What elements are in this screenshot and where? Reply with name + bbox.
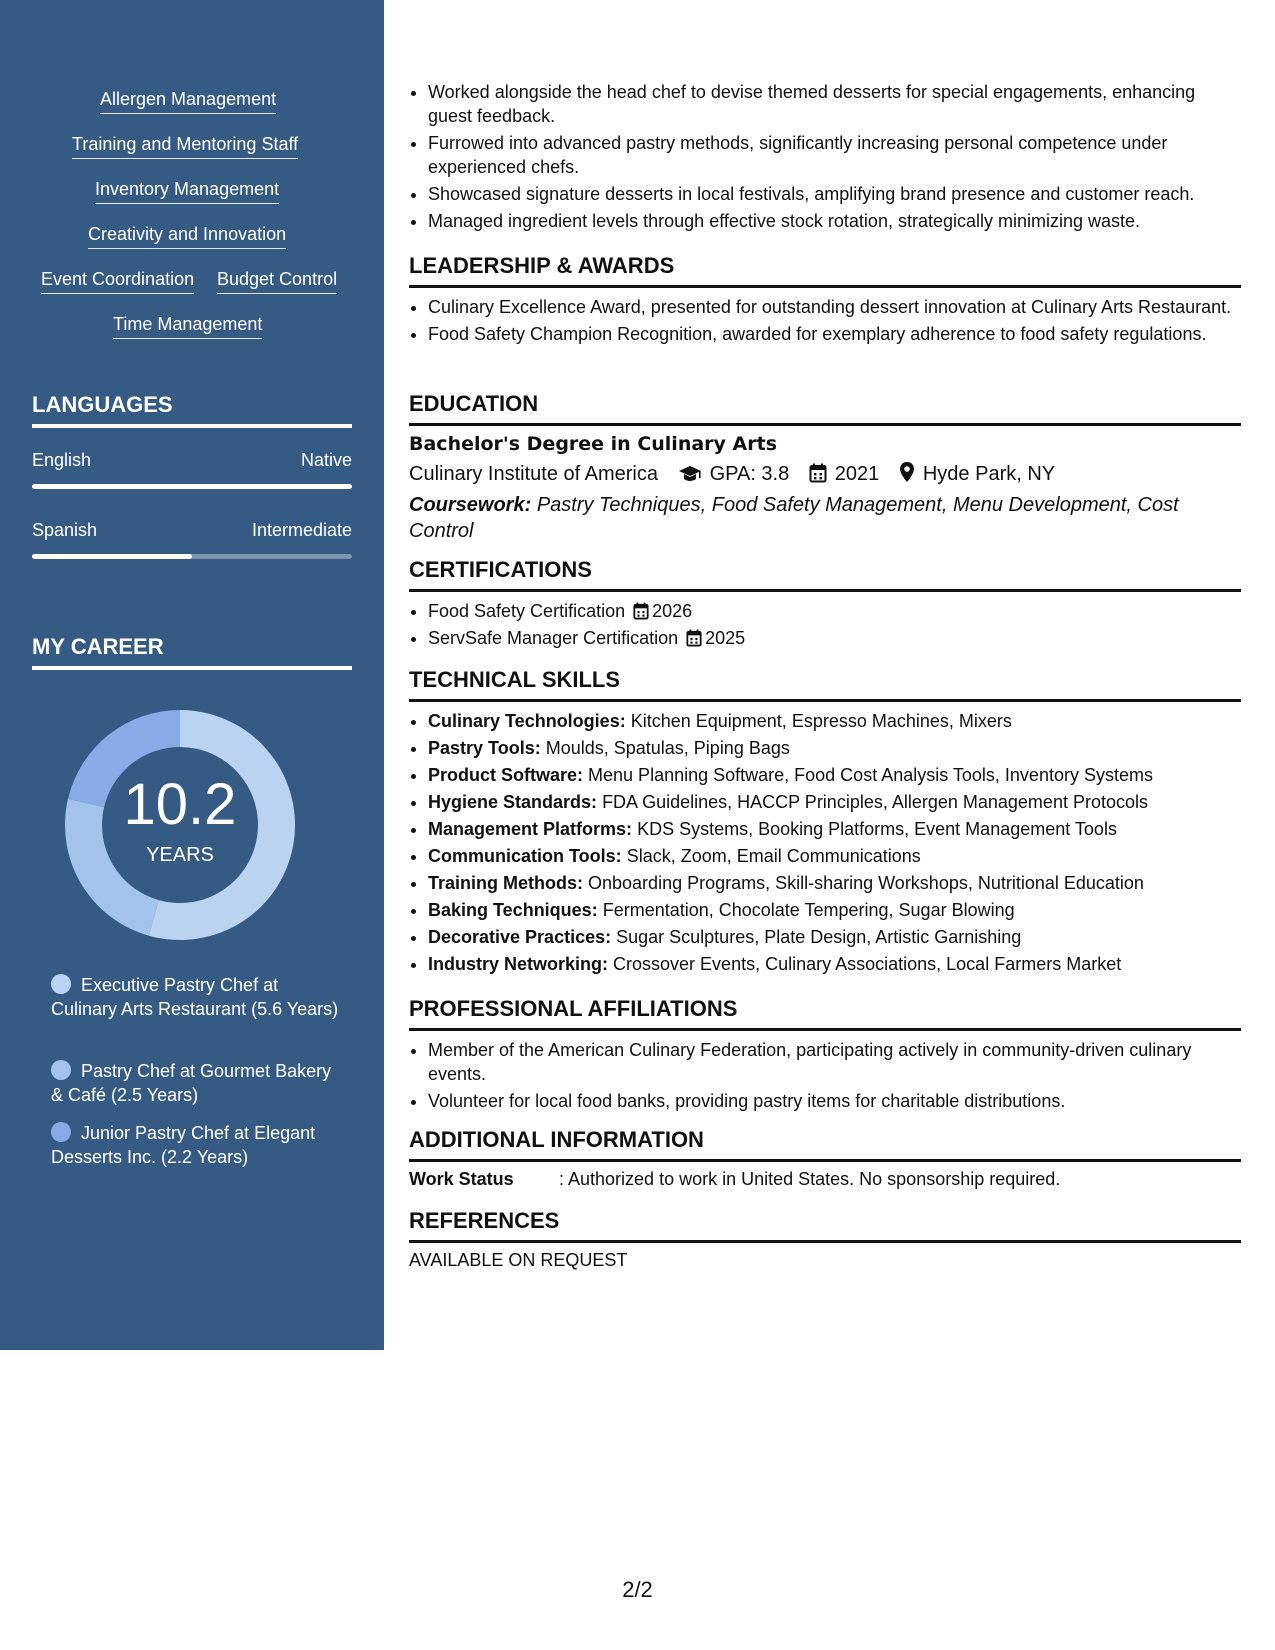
skill-values: KDS Systems, Booking Platforms, Event Management Tools xyxy=(637,819,1117,839)
coursework-list: Pastry Techniques, Food Safety Management, Menu Development, Cost Control xyxy=(409,494,1179,542)
technical-skill-item xyxy=(428,709,1241,733)
school-location: Hyde Park, NY xyxy=(922,463,1056,485)
skill-tag: Allergen Management xyxy=(100,89,276,114)
skill-tag: Inventory Management xyxy=(95,179,279,204)
career-item-text: Pastry Chef at Gourmet Bakery & Café (2.5 Years) xyxy=(51,1061,332,1105)
skill-values: FDA Guidelines, HACCP Principles, Allergen Management Protocols xyxy=(602,792,1148,812)
skill-values: Sugar Sculptures, Plate Design, Artistic Garnishing xyxy=(616,927,1022,947)
graduation-cap-icon xyxy=(678,465,702,483)
skill-values: Kitchen Equipment, Espresso Machines, Mixers xyxy=(630,711,1012,731)
work-status-label: Work Status xyxy=(409,1169,514,1189)
career-item xyxy=(51,1059,341,1107)
work-status-row xyxy=(409,1169,1241,1190)
language-bar-fill xyxy=(32,554,192,559)
language-level: Native xyxy=(300,450,352,470)
skill-tag: Creativity and Innovation xyxy=(88,224,286,249)
school-name: Culinary Institute of America xyxy=(409,463,658,485)
skill-tag: Training and Mentoring Staff xyxy=(72,134,298,159)
degree: Bachelor's Degree in Culinary Arts xyxy=(409,433,778,455)
skill-category: Culinary Technologies: xyxy=(428,711,626,731)
skill-category: Product Software: xyxy=(428,765,584,785)
education-heading: EDUCATION xyxy=(409,391,1241,426)
language-bar-fill xyxy=(32,484,352,489)
skill-category: Decorative Practices: xyxy=(428,927,612,947)
skill-values: Moulds, Spatulas, Piping Bags xyxy=(545,738,790,758)
language-bar-track xyxy=(32,484,352,489)
certification-name: ServSafe Manager Certification xyxy=(428,628,679,648)
career-item-text: Executive Pastry Chef at Culinary Arts Restaurant (5.6 Years) xyxy=(51,975,339,1019)
calendar-icon xyxy=(633,602,649,620)
skill-category: Industry Networking: xyxy=(428,954,609,974)
calendar-icon xyxy=(686,629,702,647)
skill-category: Baking Techniques: xyxy=(428,900,598,920)
education-entry xyxy=(409,433,1241,544)
certifications-list xyxy=(409,599,1241,653)
coursework xyxy=(409,492,1241,544)
career-dot xyxy=(51,1060,71,1080)
technical-skill-item xyxy=(428,898,1241,922)
skill-category: Training Methods: xyxy=(428,873,583,893)
technical-skill-item xyxy=(428,844,1241,868)
certification-item xyxy=(428,626,1241,650)
leadership-bullet: • Culinary Excellence Award, presented for outstanding dessert innovation at Culinary Arts Restaurant. xyxy=(428,295,1241,319)
technical-skill-item xyxy=(428,952,1241,976)
experience-bullets xyxy=(409,80,1241,236)
additional-info-heading: ADDITIONAL INFORMATION xyxy=(409,1127,1241,1162)
certification-name: Food Safety Certification xyxy=(428,601,626,621)
certification-year: 2025 xyxy=(705,628,746,648)
language-name: Spanish xyxy=(32,520,98,540)
graduation-year: 2021 xyxy=(834,463,880,485)
career-item xyxy=(51,973,341,1021)
technical-skills-list xyxy=(409,709,1241,979)
technical-skill-item xyxy=(428,817,1241,841)
leadership-bullet: • Food Safety Champion Recognition, awarded for exemplary adherence to food safety regulations. xyxy=(428,322,1241,346)
skill-category: Hygiene Standards: xyxy=(428,792,598,812)
language-bar-track xyxy=(32,554,352,559)
technical-skill-item xyxy=(428,871,1241,895)
skill-tag: Time Management xyxy=(113,314,262,339)
experience-bullet: • Worked alongside the head chef to devise themed desserts for special engagements, enhancing guest feedback. xyxy=(428,80,1241,128)
location-pin-icon xyxy=(899,461,915,483)
sidebar xyxy=(0,0,384,1350)
references-text: AVAILABLE ON REQUEST xyxy=(409,1250,628,1270)
career-dot xyxy=(51,974,71,994)
language-level: Intermediate xyxy=(251,520,352,540)
affiliations-heading: PROFESSIONAL AFFILIATIONS xyxy=(409,996,1241,1031)
gpa: GPA: 3.8 xyxy=(709,463,790,485)
technical-skill-item xyxy=(428,763,1241,787)
skill-values: Menu Planning Software, Food Cost Analysis Tools, Inventory Systems xyxy=(588,765,1153,785)
technical-skill-item xyxy=(428,790,1241,814)
certifications-heading: CERTIFICATIONS xyxy=(409,557,1241,592)
career-donut-chart xyxy=(65,710,295,940)
language-name: English xyxy=(32,450,92,470)
career-total-unit: YEARS xyxy=(146,844,214,866)
technical-skill-item xyxy=(428,736,1241,760)
technical-skill-item xyxy=(428,925,1241,949)
experience-bullet: • Showcased signature desserts in local festivals, amplifying brand presence and customer reach. xyxy=(428,182,1241,206)
education-details xyxy=(409,461,1241,486)
page-number: 2/2 xyxy=(622,1577,653,1602)
calendar-icon xyxy=(809,463,827,483)
work-status-value: : Authorized to work in United States. No sponsorship required. xyxy=(559,1169,1061,1189)
skill-tag: Budget Control xyxy=(217,269,337,294)
career-item-text: Junior Pastry Chef at Elegant Desserts Inc. (2.2 Years) xyxy=(51,1123,316,1167)
skill-tag: Event Coordination xyxy=(41,269,194,294)
skill-values: Fermentation, Chocolate Tempering, Sugar Blowing xyxy=(602,900,1015,920)
affiliations-list xyxy=(409,1038,1241,1116)
career-dot xyxy=(51,1122,71,1142)
skill-values: Slack, Zoom, Email Communications xyxy=(626,846,921,866)
certification-item xyxy=(428,599,1241,623)
experience-bullet: • Furrowed into advanced pastry methods, significantly increasing personal competence under experienced chefs. xyxy=(428,131,1241,179)
career-total-years: 10.2 xyxy=(123,772,237,837)
certification-year: 2026 xyxy=(652,601,693,621)
skill-category: Pastry Tools: xyxy=(428,738,541,758)
skill-category: Communication Tools: xyxy=(428,846,622,866)
career-heading: MY CAREER xyxy=(32,634,352,670)
experience-bullet: • Managed ingredient levels through effective stock rotation, strategically minimizing waste. xyxy=(428,209,1241,233)
languages-heading: LANGUAGES xyxy=(32,392,352,428)
skill-values: Crossover Events, Culinary Associations, Local Farmers Market xyxy=(613,954,1122,974)
affiliation-bullet: • Volunteer for local food banks, providing pastry items for charitable distributions. xyxy=(428,1089,1241,1113)
skill-values: Onboarding Programs, Skill-sharing Workshops, Nutritional Education xyxy=(588,873,1144,893)
affiliation-bullet: • Member of the American Culinary Federation, participating actively in community-driven culinary events. xyxy=(428,1038,1241,1086)
technical-skills-heading: TECHNICAL SKILLS xyxy=(409,667,1241,702)
career-item xyxy=(51,1121,341,1169)
references-heading: REFERENCES xyxy=(409,1208,1241,1243)
skill-category: Management Platforms: xyxy=(428,819,633,839)
leadership-heading: LEADERSHIP & AWARDS xyxy=(409,253,1241,288)
coursework-label: Coursework: xyxy=(409,494,532,516)
leadership-list xyxy=(409,295,1241,349)
